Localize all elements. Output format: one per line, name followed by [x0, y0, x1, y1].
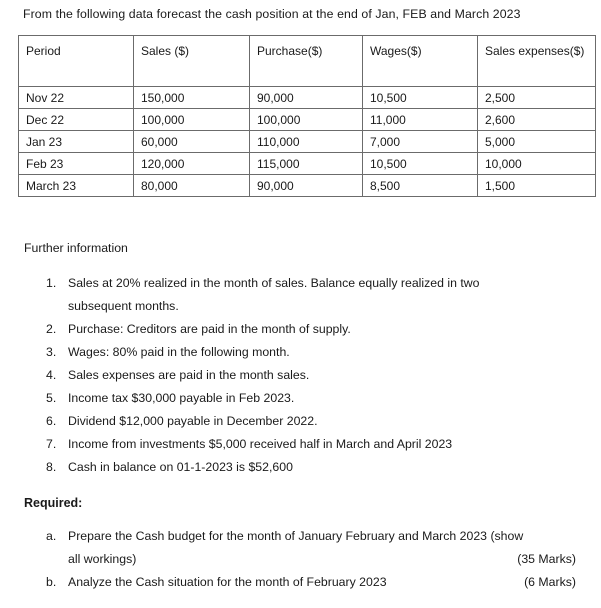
table-cell: 150,000 — [134, 87, 250, 109]
item-number: 1. — [46, 276, 57, 290]
table-row — [19, 153, 596, 175]
list-item — [46, 387, 566, 410]
table-cell: 80,000 — [134, 175, 250, 197]
item-letter: a. — [46, 529, 57, 543]
table-cell: 1,500 — [478, 175, 596, 197]
item-text — [68, 571, 576, 594]
list-item — [46, 571, 576, 594]
item-text: Wages: 80% paid in the following month. — [68, 345, 290, 359]
item-text: Cash in balance on 01-1-2023 is $52,600 — [68, 460, 293, 474]
list-item — [46, 364, 566, 387]
item-text-line: Sales at 20% realized in the month of sales. Balance equally realized in two — [68, 276, 480, 290]
marks-label: (6 Marks) — [524, 575, 576, 589]
required-list — [46, 525, 576, 594]
table-cell: March 23 — [19, 175, 134, 197]
required-heading: Required: — [24, 496, 83, 510]
table-cell: Jan 23 — [19, 131, 134, 153]
list-item — [46, 433, 566, 456]
table-cell: 10,000 — [478, 153, 596, 175]
item-number: 6. — [46, 414, 57, 428]
table-cell: 60,000 — [134, 131, 250, 153]
item-text-line: Analyze the Cash situation for the month of February 2023 — [68, 575, 387, 589]
list-item — [46, 410, 566, 433]
table-cell: 10,500 — [363, 153, 478, 175]
list-item — [46, 341, 566, 364]
table-cell: 2,500 — [478, 87, 596, 109]
table-cell: 11,000 — [363, 109, 478, 131]
header-wages: Wages($) — [363, 36, 478, 87]
table-cell: Feb 23 — [19, 153, 134, 175]
header-sales: Sales ($) — [134, 36, 250, 87]
table-cell: Nov 22 — [19, 87, 134, 109]
marks-label: (35 Marks) — [517, 552, 576, 566]
item-text: Sales expenses are paid in the month sales. — [68, 368, 310, 382]
item-text: Purchase: Creditors are paid in the month of supply. — [68, 322, 351, 336]
list-item — [46, 318, 566, 341]
item-number: 4. — [46, 368, 57, 382]
header-purchase: Purchase($) — [250, 36, 363, 87]
table-cell: 100,000 — [250, 109, 363, 131]
item-number: 8. — [46, 460, 57, 474]
item-number: 3. — [46, 345, 57, 359]
table-cell: 115,000 — [250, 153, 363, 175]
item-text — [68, 272, 566, 318]
table-header-row — [19, 36, 596, 87]
header-period: Period — [19, 36, 134, 87]
list-item — [46, 525, 576, 571]
table-cell: Dec 22 — [19, 109, 134, 131]
table-row — [19, 87, 596, 109]
item-letter: b. — [46, 575, 57, 589]
table-cell: 5,000 — [478, 131, 596, 153]
item-text: Income tax $30,000 payable in Feb 2023. — [68, 391, 295, 405]
item-text: Dividend $12,000 payable in December 2022. — [68, 414, 318, 428]
list-item — [46, 456, 566, 479]
table-cell: 90,000 — [250, 87, 363, 109]
item-number: 7. — [46, 437, 57, 451]
table-cell: 100,000 — [134, 109, 250, 131]
table-cell: 10,500 — [363, 87, 478, 109]
forecast-data-table — [18, 35, 596, 197]
table-cell: 90,000 — [250, 175, 363, 197]
item-number: 5. — [46, 391, 57, 405]
item-text — [68, 525, 576, 571]
table-cell: 2,600 — [478, 109, 596, 131]
table-cell: 8,500 — [363, 175, 478, 197]
header-sales-expenses: Sales expenses($) — [478, 36, 596, 87]
further-information-heading: Further information — [24, 241, 128, 255]
item-text-line: subsequent months. — [68, 299, 179, 313]
table-cell: 110,000 — [250, 131, 363, 153]
item-text-line: all workings) — [68, 552, 137, 566]
table-row — [19, 109, 596, 131]
item-text-line: Prepare the Cash budget for the month of January February and March 2023 (show — [68, 529, 524, 543]
table-row — [19, 131, 596, 153]
item-text: Income from investments $5,000 received half in March and April 2023 — [68, 437, 453, 451]
question-intro: From the following data forecast the cash position at the end of Jan, FEB and March 2023 — [23, 7, 521, 21]
further-information-list — [46, 272, 566, 479]
list-item — [46, 272, 566, 318]
table-cell: 120,000 — [134, 153, 250, 175]
table-row — [19, 175, 596, 197]
table-cell: 7,000 — [363, 131, 478, 153]
item-number: 2. — [46, 322, 57, 336]
